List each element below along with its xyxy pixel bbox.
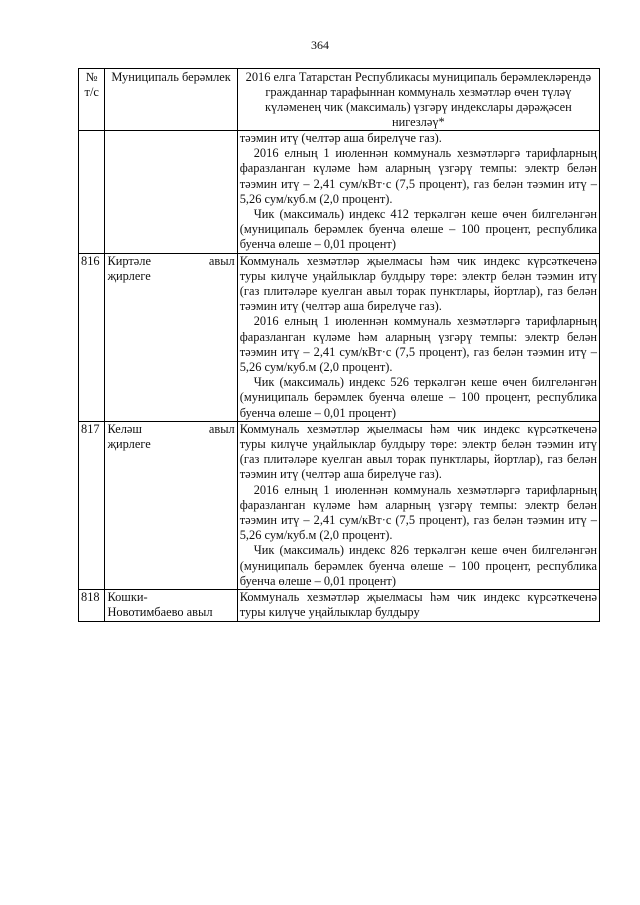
municipality-type: авыл bbox=[208, 421, 235, 436]
paragraph: Чик (максималь) индекс 412 теркәлгән кеше өчен билгеләнгән (муниципаль берәмлек буенча өлеше – 100 процент, республика буенча өлеше – 0,01 процент) bbox=[239, 207, 597, 252]
table-header-row bbox=[79, 69, 600, 131]
cell-no: 816 bbox=[79, 253, 105, 421]
municipality-name: Кошки- bbox=[107, 590, 148, 605]
header-number: № т/с bbox=[79, 69, 105, 131]
page-number: 364 bbox=[311, 38, 329, 52]
cell-description bbox=[237, 590, 599, 621]
header-municipality: Муниципаль берәмлек bbox=[105, 69, 237, 131]
municipality-name: Келәш bbox=[107, 421, 142, 436]
cell-no: 817 bbox=[79, 421, 105, 589]
paragraph: Коммуналь хезмәтләр җыелмасы һәм чик индекс күрсәткеченә туры килүче уңайлыклар булдыру төре: электр белән тәэмин итү (газ плитәләре куелган авыл торак пунктлары, йортлар), газ белән тәэмин итү (челтәр аша бирелүче газ). bbox=[239, 421, 597, 482]
table-row-816 bbox=[79, 253, 600, 421]
table-row-817 bbox=[79, 421, 600, 589]
paragraph: 2016 елның 1 июленнән коммуналь хезмәтләргә тарифларның фаразланган күләме һәм аларның үзгәрү темпы: электр белән тәэмин итү – 2,41 сум/кВт·с (7,5 процент), газ белән тәэмин итү – 5,26 сум/куб.м (2,0 процент). bbox=[239, 146, 597, 206]
cell-description bbox=[237, 131, 599, 254]
tariff-table bbox=[78, 68, 600, 622]
cell-municipality bbox=[105, 253, 237, 421]
cell-no-empty bbox=[79, 131, 105, 254]
paragraph: Чик (максималь) индекс 826 теркәлгән кеше өчен билгеләнгән (муниципаль берәмлек буенча өлеше – 100 процент, республика буенча өлеше – 0,01 процент) bbox=[239, 543, 597, 588]
cell-description bbox=[237, 421, 599, 589]
paragraph: тәэмин итү (челтәр аша бирелүче газ). bbox=[239, 131, 442, 145]
cell-municipality-empty bbox=[105, 131, 237, 254]
cell-no: 818 bbox=[79, 590, 105, 621]
cell-municipality bbox=[105, 590, 237, 621]
paragraph: Коммуналь хезмәтләр җыелмасы һәм чик индекс күрсәткеченә туры килүче уңайлыклар булдыру bbox=[239, 590, 597, 620]
municipality-name: Киртәле bbox=[107, 253, 151, 268]
paragraph: Чик (максималь) индекс 526 теркәлгән кеше өчен билгеләнгән (муниципаль берәмлек буенча өлеше – 100 процент, республика буенча өлеше – 0,01 процент) bbox=[239, 375, 597, 420]
paragraph: Коммуналь хезмәтләр җыелмасы һәм чик индекс күрсәткеченә туры килүче уңайлыклар булдыру төре: электр белән тәэмин итү (газ плитәләре куелган авыл торак пунктлары, йортлар), газ белән тәэмин итү (челтәр аша бирелүче газ). bbox=[239, 253, 597, 314]
municipality-suffix: җирлеге bbox=[107, 268, 151, 283]
cell-municipality bbox=[105, 421, 237, 589]
paragraph: 2016 елның 1 июленнән коммуналь хезмәтләргә тарифларның фаразланган күләме һәм аларның үзгәрү темпы: электр белән тәэмин итү – 2,41 сум/кВт·с (7,5 процент), газ белән тәэмин итү – 5,26 сум/куб.м (2,0 процент). bbox=[239, 314, 597, 375]
table-row-818 bbox=[79, 590, 600, 621]
header-description: 2016 елга Татарстан Республикасы муниципаль берәмлекләрендә гражданнар тарафыннан коммуналь хезмәтләр өчен түләү күләменең чик (максималь) үзгәрү индекслары дәрәҗәсен нигезләү* bbox=[237, 69, 599, 131]
cell-description bbox=[237, 253, 599, 421]
table-row-continuation bbox=[79, 131, 600, 254]
municipality-type: авыл bbox=[208, 253, 235, 268]
paragraph: 2016 елның 1 июленнән коммуналь хезмәтләргә тарифларның фаразланган күләме һәм аларның үзгәрү темпы: электр белән тәэмин итү – 2,41 сум/кВт·с (7,5 процент), газ белән тәэмин итү – 5,26 сум/куб.м (2,0 процент). bbox=[239, 482, 597, 543]
municipality-suffix: җирлеге bbox=[107, 437, 151, 452]
municipality-suffix: Новотимбаево авыл bbox=[107, 605, 213, 620]
